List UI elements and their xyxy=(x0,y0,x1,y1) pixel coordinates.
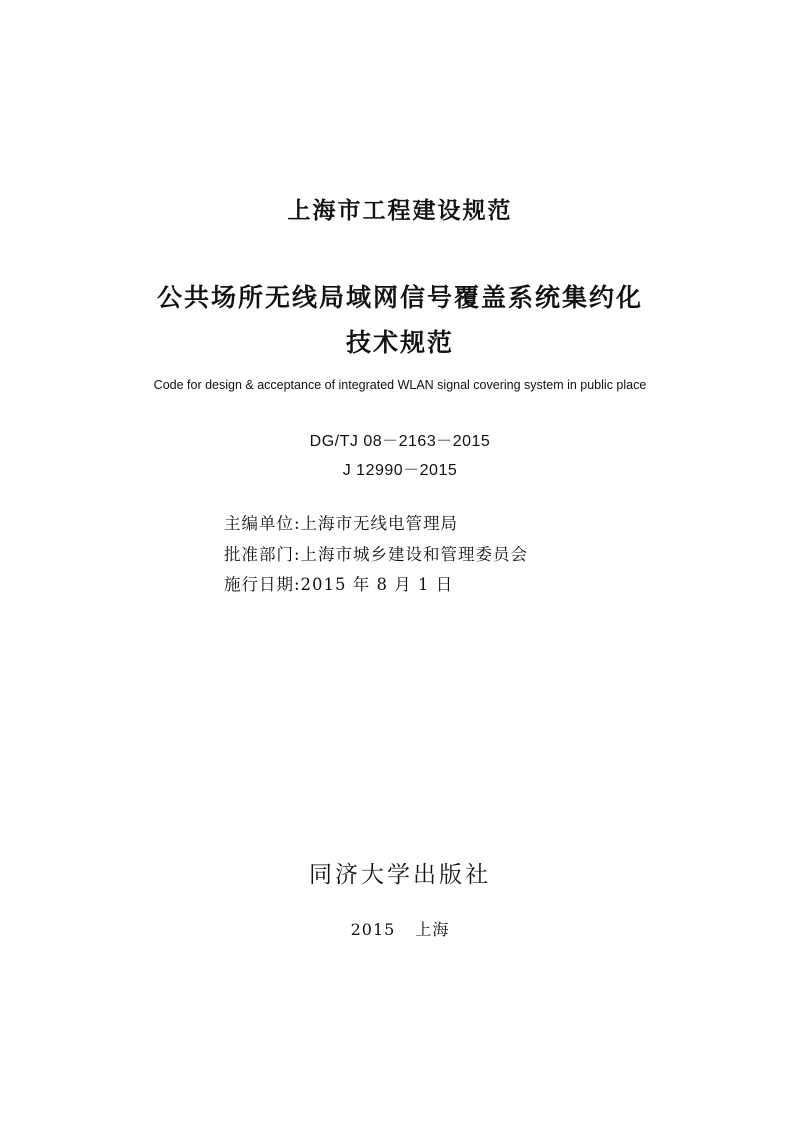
approval-department: 批准部门:上海市城乡建设和管理委员会 xyxy=(224,545,529,564)
main-title-line-1: 公共场所无线局域网信号覆盖系统集约化 xyxy=(156,283,643,312)
publication-city: 上海 xyxy=(415,920,450,939)
standard-number: DG/TJ 08－2163－2015 xyxy=(309,433,491,450)
publication-place xyxy=(0,917,800,940)
effective-date: 施行日期:2015 年 8 月 1 日 xyxy=(224,575,454,594)
editor-unit: 主编单位:上海市无线电管理局 xyxy=(224,514,459,533)
record-number: J 12990－2015 xyxy=(342,462,458,479)
series-title: 上海市工程建设规范 xyxy=(287,198,513,224)
english-title: Code for design & acceptance of integrated WLAN signal covering system in public place xyxy=(153,378,647,392)
publisher-name: 同济大学出版社 xyxy=(309,862,491,888)
main-title-line-2: 技术规范 xyxy=(345,328,454,357)
publication-year: 2015 xyxy=(350,920,396,939)
